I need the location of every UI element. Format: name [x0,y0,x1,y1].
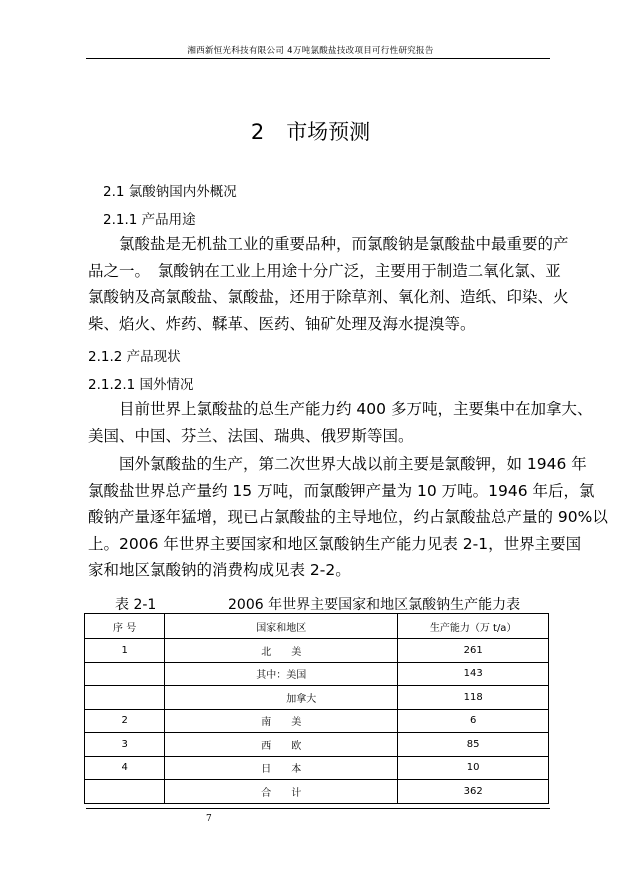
section-2-1-2-1-heading: 2.1.2.1 国外情况 [88,377,194,393]
section-2-1-heading: 2.1 氯酸钠国内外概况 [103,184,237,200]
table-row [85,780,549,804]
table-caption [115,594,521,614]
table-cell: 4 [85,756,165,780]
header-cell: 国家和地区 [165,614,398,639]
table-cell: 西 欧 [165,733,398,757]
capacity-table [84,613,549,804]
section-2-1-2-heading: 2.1.2 产品现状 [88,349,181,365]
header-cell: 序 号 [85,614,165,639]
table-cell [85,662,165,686]
chapter-number: 2 [250,120,265,144]
footer-rule [86,808,550,809]
running-header: 湘西新恒光科技有限公司 4万吨氯酸盐技改项目可行性研究报告 [187,46,434,56]
table-cell: 3 [85,733,165,757]
header-cell: 生产能力（万 t/a） [398,614,549,639]
table-cell: 北 美 [165,639,398,663]
table-title: 2006 年世界主要国家和地区氯酸钠生产能力表 [228,597,521,613]
table-row [85,639,549,663]
text-line: 柴、焰火、炸药、鞣革、医药、铀矿处理及海水提溴等。 [88,314,476,333]
table-cell: 118 [398,686,549,710]
text-line: 氯酸盐世界总产量约 15 万吨，而氯酸钾产量为 10 万吨。1946 年后，氯 [88,481,595,500]
table-cell: 10 [398,756,549,780]
table-cell: 362 [398,780,549,804]
table-cell: 其中：美国 [165,662,398,686]
page-number: 7 [206,814,212,824]
text-line: 酸钠产量逐年猛增，现已占氯酸盐的主导地位，约占氯酸盐总产量的 90%以 [88,508,608,526]
table-cell [85,686,165,710]
table-cell: 261 [398,639,549,663]
table-row [85,756,549,780]
section-2-1-1-heading: 2.1.1 产品用途 [103,212,196,228]
table-cell: 143 [398,662,549,686]
table-row [85,686,549,710]
text-line: 品之一。 氯酸钠在工业上用途十分广泛，主要用于制造二氧化氯、亚 [88,261,561,280]
table-header-row [85,614,549,639]
table-cell: 1 [85,639,165,663]
table-label: 表 2-1 [115,597,157,613]
table-cell [85,780,165,804]
text-line: 氯酸钠及高氯酸盐、氯酸盐，还用于除草剂、氧化剂、造纸、印染、火 [88,288,569,306]
table-cell: 合 计 [165,780,398,804]
table-row [85,662,549,686]
table-cell: 2 [85,709,165,733]
table-row [85,709,549,733]
table-cell: 日 本 [165,756,398,780]
text-line: 美国、中国、芬兰、法国、瑞典、俄罗斯等国。 [88,426,414,445]
chapter-title: 市场预测 [286,120,371,144]
table-cell: 南 美 [165,709,398,733]
text-line: 家和地区氯酸钠的消费构成见表 2-2。 [88,561,351,579]
chapter-heading [0,116,621,146]
table-cell: 加拿大 [165,686,398,710]
paragraph-history [88,451,608,584]
table-cell: 85 [398,733,549,757]
text-line: 氯酸盐是无机盐工业的重要品种，而氯酸钠是氯酸盐中最重要的产 [88,235,569,253]
table-row [85,733,549,757]
text-line: 国外氯酸盐的生产，第二次世界大战以前主要是氯酸钾，如 1946 年 [88,455,587,473]
header-rule [86,58,550,59]
paragraph-product-use [88,231,569,337]
table-cell: 6 [398,709,549,733]
text-line: 目前世界上氯酸盐的总生产能力约 400 多万吨，主要集中在加拿大、 [88,400,593,418]
text-line: 上。2006 年世界主要国家和地区氯酸钠生产能力见表 2-1，世界主要国 [88,534,582,553]
paragraph-world-capacity [88,396,593,449]
